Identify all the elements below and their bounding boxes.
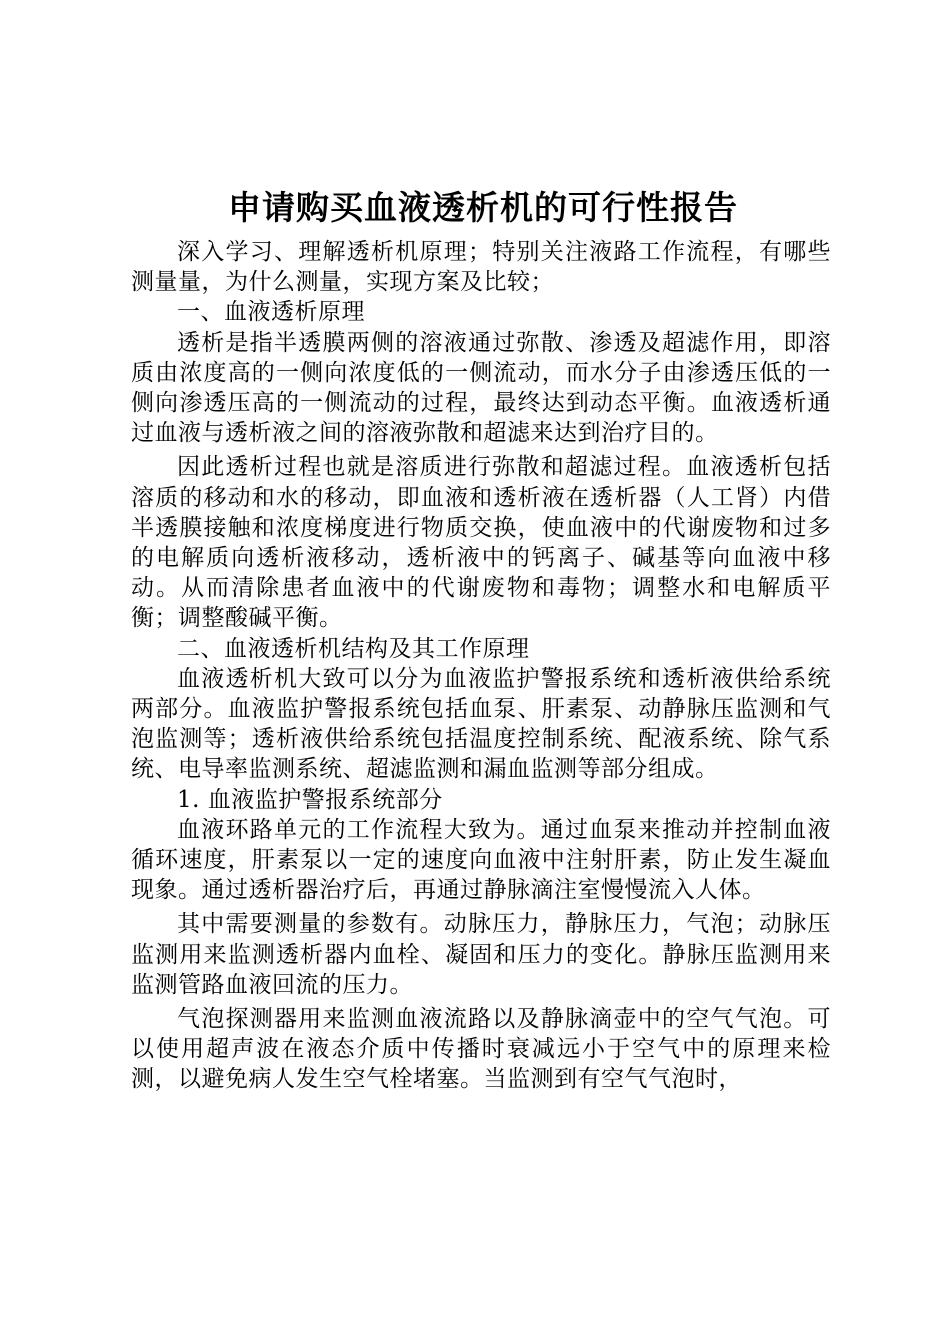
subsection-1-paragraph-1: 血液环路单元的工作流程大致为。通过血泵来推动并控制血液循环速度，肝素泵以一定的速度向血液中注射肝素，防止发生凝血现象。通过透析器治疗后，再通过静脉滴注室慢慢流入人体。 — [131, 816, 831, 904]
document-page — [131, 185, 831, 1095]
section-1-heading: 一、血液透析原理 — [177, 299, 365, 326]
subsection-1-heading: 1. 血液监护警报系统部分 — [177, 786, 443, 813]
document-title: 申请购买血液透析机的可行性报告 — [228, 188, 738, 227]
section-1-paragraph-2: 因此透析过程也就是溶质进行弥散和超滤过程。血液透析包括溶质的移动和水的移动，即血液和透析液在透析器（人工肾）内借半透膜接触和浓度梯度进行物质交换，使血液中的代谢废物和过多的电解质向透析液移动，透析液中的钙离子、碱基等向血液中移动。从而清除患者血液中的代谢废物和毒物；调整水和电解质平衡；调整酸碱平衡。 — [131, 454, 831, 632]
subsection-1-paragraph-3: 气泡探测器用来监测血液流路以及静脉滴壶中的空气气泡。可以使用超声波在液态介质中传播时衰减远小于空气中的原理来检测，以避免病人发生空气栓堵塞。当监测到有空气气泡时， — [131, 1006, 831, 1093]
intro-paragraph: 深入学习、理解透析机原理；特别关注液路工作流程，有哪些测量量，为什么测量，实现方案及比较； — [131, 239, 831, 296]
section-2-paragraph-1: 血液透析机大致可以分为血液监护警报系统和透析液供给系统两部分。血液监护警报系统包括血泵、肝素泵、动静脉压监测和气泡监测等；透析液供给系统包括温度控制系统、配液系统、除气系统、电导率监测系统、超滤监测和漏血监测等部分组成。 — [131, 665, 831, 783]
section-2-heading: 二、血液透析机结构及其工作原理 — [177, 635, 530, 662]
section-1-paragraph-1: 透析是指半透膜两侧的溶液通过弥散、渗透及超滤作用，即溶质由浓度高的一侧向浓度低的一侧流动，而水分子由渗透压低的一侧向渗透压高的一侧流动的过程，最终达到动态平衡。血液透析通过血液与透析液之间的溶液弥散和超滤来达到治疗目的。 — [131, 329, 831, 447]
subsection-1-paragraph-2: 其中需要测量的参数有。动脉压力，静脉压力，气泡；动脉压监测用来监测透析器内血栓、凝固和压力的变化。静脉压监测用来监测管路血液回流的压力。 — [131, 911, 831, 998]
